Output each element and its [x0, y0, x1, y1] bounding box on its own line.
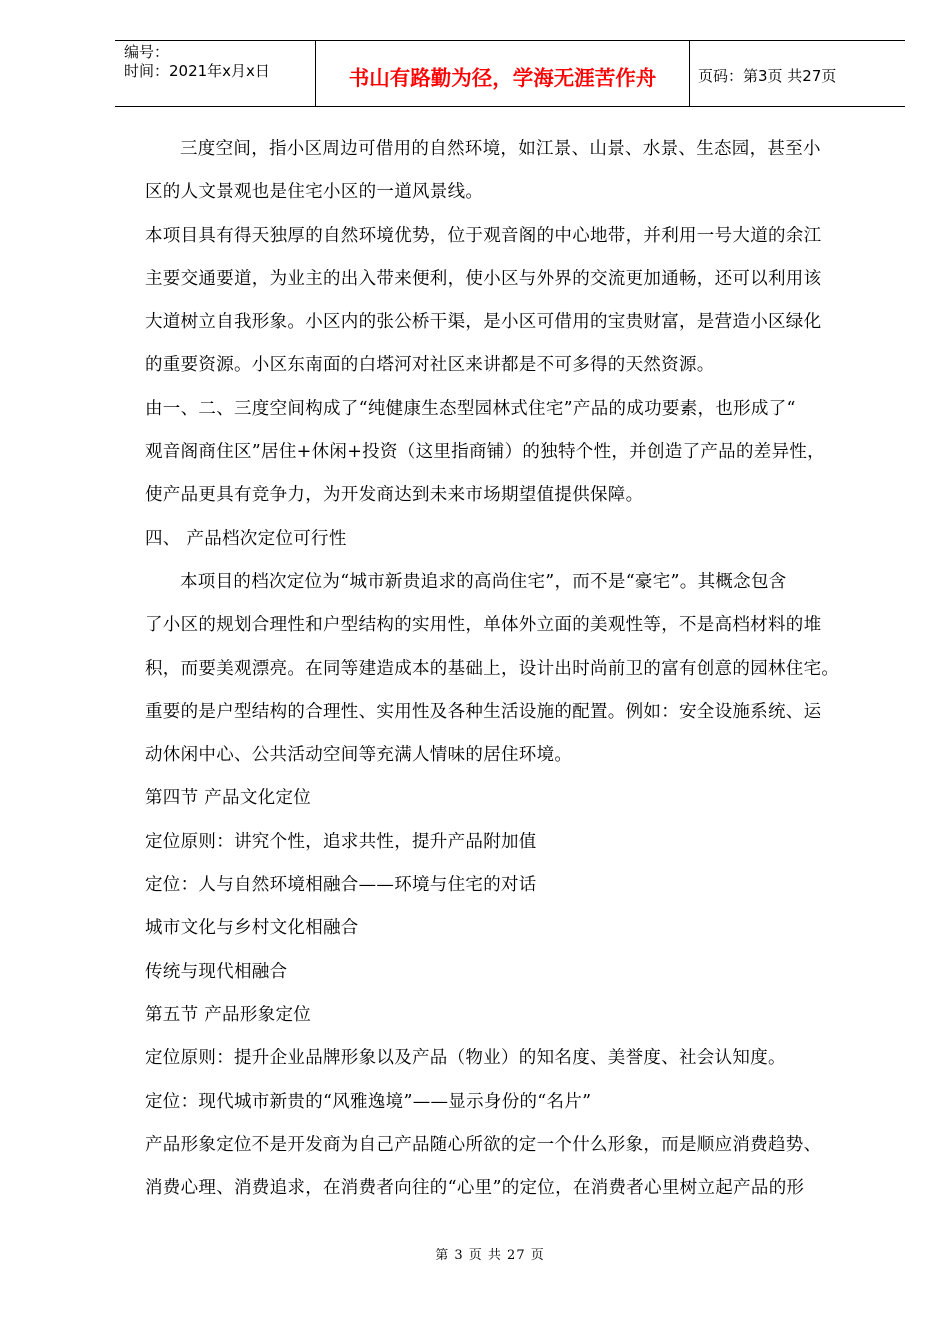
body-line: 定位：人与自然环境相融合——环境与住宅的对话 — [145, 875, 537, 896]
header-motto: 书山有路勤为径，学海无涯苦作舟 — [348, 65, 657, 90]
body-line: 主要交通要道，为业主的出入带来便利，使小区与外界的交流更加通畅，还可以利用该 — [145, 268, 822, 289]
body-line: 了小区的规划合理性和户型结构的实用性，单体外立面的美观性等，不是高档材料的堆 — [145, 615, 822, 636]
doc-time-label: 时间：2021年x月x日 — [124, 62, 270, 80]
body-line: 大道树立自我形象。小区内的张公桥干渠，是小区可借用的宝贵财富，是营造小区绿化 — [145, 312, 822, 333]
body-line: 区的人文景观也是住宅小区的一道风景线。 — [145, 182, 484, 203]
body-line: 传统与现代相融合 — [145, 961, 288, 982]
body-line: 本项目的档次定位为“城市新贵追求的高尚住宅”，而不是“豪宅”。其概念包含 — [180, 571, 787, 592]
body-line: 观音阁商住区”居住+休闲+投资（这里指商铺）的独特个性，并创造了产品的差异性， — [145, 442, 825, 463]
header-motto-cell — [315, 41, 690, 106]
body-line: 使产品更具有竞争力，为开发商达到未来市场期望值提供保障。 — [145, 485, 644, 506]
body-line: 积，而要美观漂亮。在同等建造成本的基础上，设计出时尚前卫的富有创意的园林住宅。 — [145, 658, 840, 679]
body-line: 定位：现代城市新贵的“风雅逸境”——显示身份的“名片” — [145, 1091, 592, 1112]
body-line: 三度空间，指小区周边可借用的自然环境，如江景、山景、水景、生态园，甚至小 — [180, 139, 821, 159]
body-line: 由一、二、三度空间构成了“纯健康生态型园林式住宅”产品的成功要素，也形成了“ — [145, 398, 796, 419]
doc-number-label: 编号： — [124, 43, 170, 61]
section-heading: 第五节 产品形象定位 — [145, 1004, 312, 1025]
body-line: 动休闲中心、公共活动空间等充满人情味的居住环境。 — [145, 745, 573, 766]
body-line: 定位原则：提升企业品牌形象以及产品（物业）的知名度、美誉度、社会认知度。 — [145, 1048, 786, 1069]
body-line: 定位原则：讲究个性，追求共性，提升产品附加值 — [145, 831, 537, 852]
page-footer: 第 3 页 共 27 页 — [435, 1248, 545, 1263]
page-header — [115, 40, 905, 107]
header-meta — [115, 41, 315, 106]
document-body — [145, 128, 885, 1210]
body-line: 重要的是户型结构的合理性、实用性及各种生活设施的配置。例如：安全设施系统、运 — [145, 701, 822, 722]
section-heading: 四、 产品档次定位可行性 — [145, 528, 347, 549]
header-page-label: 页码：第3页 共27页 — [698, 67, 837, 85]
body-line: 本项目具有得天独厚的自然环境优势，位于观音阁的中心地带，并利用一号大道的余江 — [145, 225, 822, 246]
body-line: 的重要资源。小区东南面的白塔河对社区来讲都是不可多得的天然资源。 — [145, 355, 715, 376]
body-line: 产品形象定位不是开发商为自己产品随心所欲的定一个什么形象，而是顺应消费趋势、 — [145, 1134, 822, 1155]
header-page-cell — [690, 41, 905, 106]
section-heading: 第四节 产品文化定位 — [145, 788, 312, 809]
body-line: 消费心理、消费追求，在消费者向往的“心里”的定位，在消费者心里树立起产品的形 — [145, 1178, 805, 1199]
body-line: 城市文化与乡村文化相融合 — [145, 918, 359, 939]
